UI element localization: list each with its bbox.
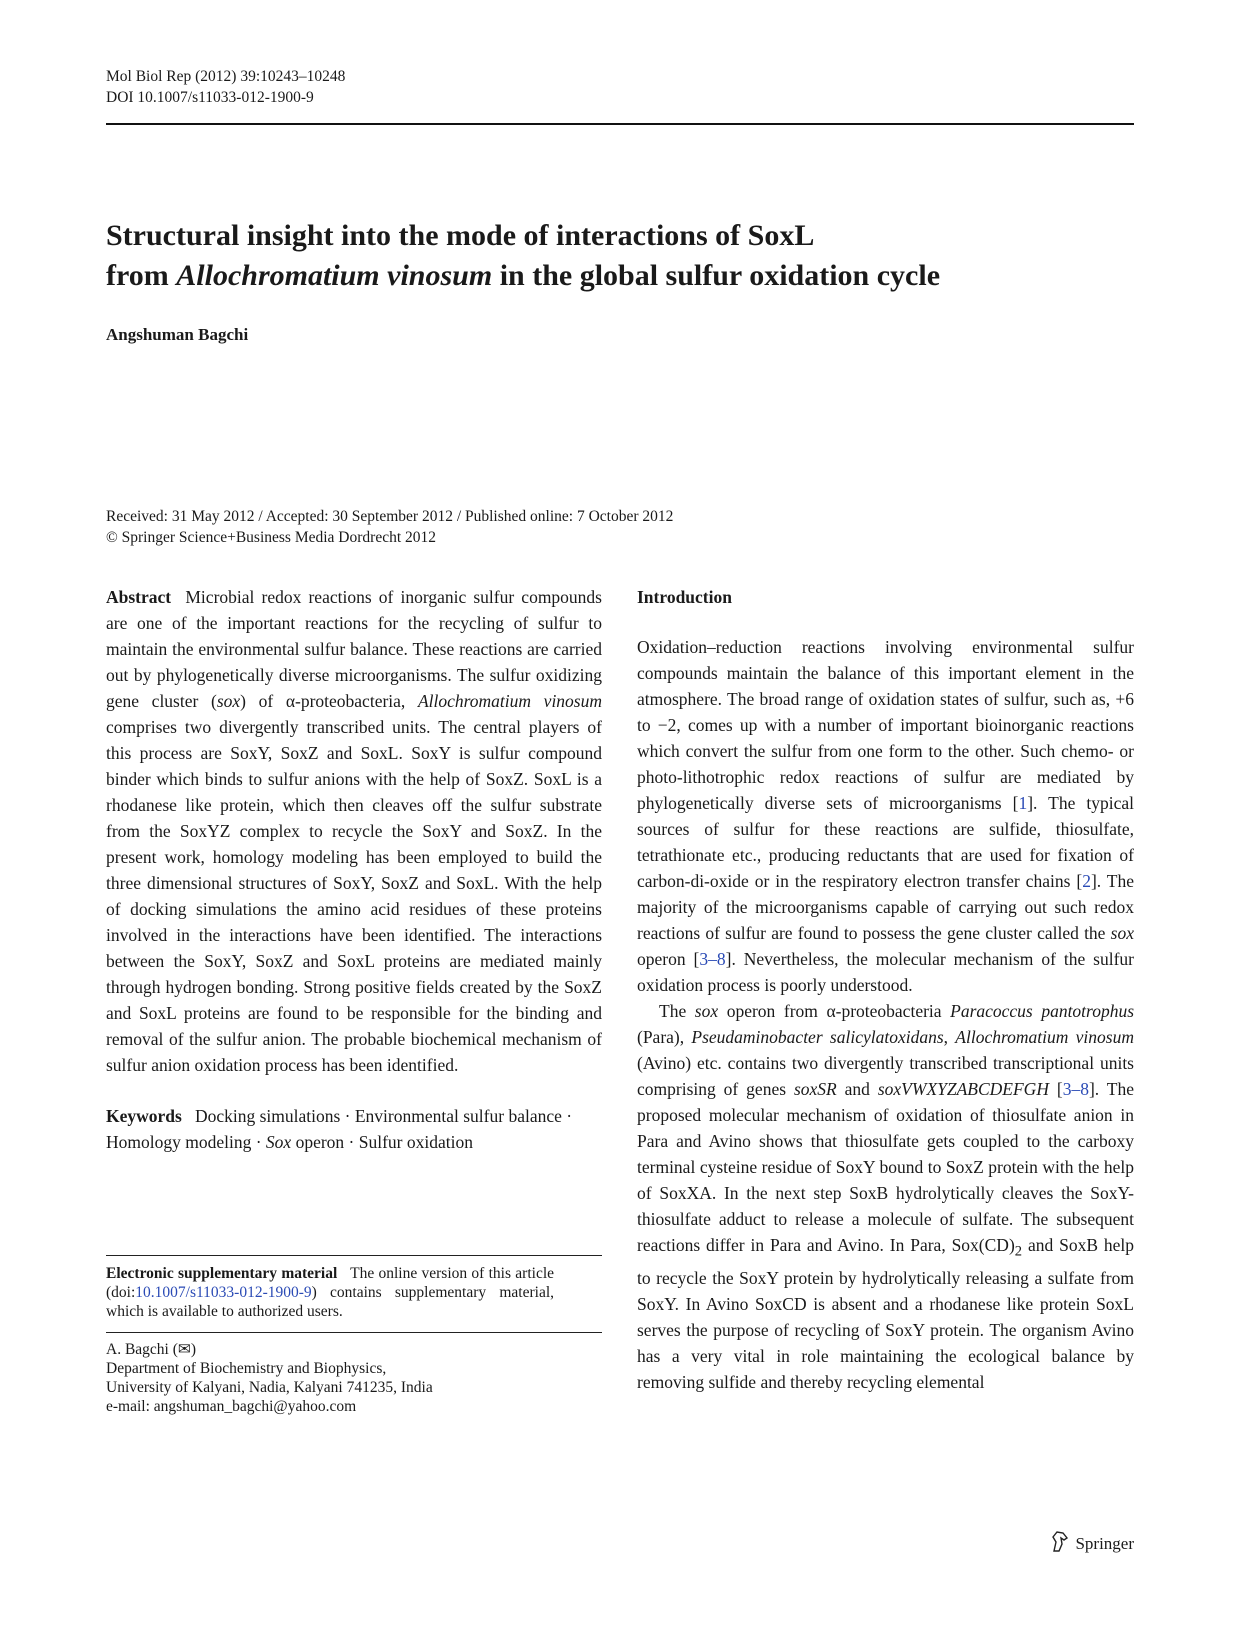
footnote-rule-1 <box>106 1255 602 1256</box>
ref-link-1[interactable]: 1 <box>1018 793 1028 813</box>
author-name: Angshuman Bagchi <box>106 325 249 344</box>
springer-label: Springer <box>1075 1533 1134 1553</box>
footnote-rule-2 <box>106 1332 602 1333</box>
ref-link-3-8-second[interactable]: 3–8 <box>1062 1079 1089 1099</box>
intro-paragraph-1: Oxidation–reduction reactions involving environmental sulfur compounds maintain the balance of this important element in the atmosphere. The broad range of oxidation states of sulfur, such as, +6 to −2, comes up with a number of important bioinorganic reactions which convert the sulfur from one form to the other. Such chemo- or photo-lithotrophic redox reactions of sulfur are mediated by phylogenetically diverse sets of microorganisms [1]. The typical sources of sulfur for these reactions are sulfide, thiosulfate, tetrathionate etc., producing reductants that are used for fixation of carbon-di-oxide or in the respiratory electron transfer chains [2]. The majority of the microorganisms capable of carrying out such redox reactions of sulfur are found to possess the gene cluster called the sox operon [3–8]. Nevertheless, the molecular mechanism of the sulfur oxidation process is poorly understood. <box>637 637 1134 995</box>
article-dates <box>106 506 673 548</box>
title-species: Allochromatium vinosum <box>176 259 493 292</box>
publisher-footer <box>1051 1530 1134 1557</box>
header-rule <box>106 123 1134 125</box>
ref-link-3-8[interactable]: 3–8 <box>699 949 726 969</box>
email: e-mail: angshuman_bagchi@yahoo.com <box>106 1398 357 1415</box>
supplementary-doi-link[interactable]: 10.1007/s11033-012-1900-9 <box>135 1284 312 1301</box>
springer-horse-icon <box>1051 1530 1069 1557</box>
ref-link-2[interactable]: 2 <box>1082 871 1091 891</box>
envelope-icon: ✉ <box>177 1341 191 1358</box>
left-column <box>106 584 602 1155</box>
journal-citation: Mol Biol Rep (2012) 39:10243–10248 <box>106 68 346 85</box>
history-dates: Received: 31 May 2012 / Accepted: 30 September 2012 / Published online: 7 October 2012 <box>106 508 674 525</box>
university: University of Kalyani, Nadia, Kalyani 741235, India <box>106 1379 433 1396</box>
journal-header <box>106 66 345 108</box>
keywords: Keywords Docking simulations · Environmental sulfur balance · Homology modeling · Sox operon · Sulfur oxidation <box>106 1106 573 1152</box>
intro-paragraph-2: The sox operon from α-proteobacteria Paracoccus pantotrophus (Para), Pseudaminobacter salicylatoxidans, Allochromatium vinosum (Avino) etc. contains two divergently transcribed transcriptional units comprising of genes soxSR and soxVWXYZABCDEFGH [3–8]. The proposed molecular mechanism of oxidation of thiosulfate anion in Para and Avino shows that thiosulfate gets coupled to the carboxy terminal cysteine residue of SoxY bound to SoxZ protein with the help of SoxXA. In the next step SoxB hydrolytically cleaves the SoxY-thiosulfate adduct to release a molecule of sulfate. The subsequent reactions differ in Para and Avino. In Para, $Sox(CD)_2$ and SoxB help to recycle the SoxY protein by hydrolytically releasing a sulfate from SoxY. In Avino SoxCD is absent and a rhodanese like protein SoxL serves the purpose of recycling of SoxY protein. The organism Avino has a very vital in role maintaining the ecological balance by removing sulfide and thereby recycling elemental <box>637 1001 1135 1392</box>
department: Department of Biochemistry and Biophysics, <box>106 1360 387 1377</box>
corresponding-author: A. Bagchi (✉) <box>106 1341 197 1358</box>
article-title <box>106 216 940 296</box>
affiliation <box>106 1340 602 1416</box>
supplementary-note: Electronic supplementary material The online version of this article (doi:10.1007/s11033-012-1900-9) contains supplementary material, which is available to authorized users. <box>106 1265 555 1320</box>
title-line-1: Structural insight into the mode of interactions of SoxL <box>106 219 815 252</box>
keywords-label: Keywords <box>106 1106 182 1126</box>
right-column <box>637 584 1134 1395</box>
introduction-heading: Introduction <box>637 587 732 607</box>
journal-doi: DOI 10.1007/s11033-012-1900-9 <box>106 89 314 106</box>
abstract-label: Abstract <box>106 587 172 607</box>
title-line-2: from Allochromatium vinosum in the global sulfur oxidation cycle <box>106 259 941 292</box>
copyright: © Springer Science+Business Media Dordrecht 2012 <box>106 529 437 546</box>
abstract: Abstract Microbial redox reactions of inorganic sulfur compounds are one of the important reactions for the recycling of sulfur to maintain the environmental sulfur balance. These reactions are carried out by phylogenetically diverse microorganisms. The sulfur oxidizing gene cluster (sox) of α-proteobacteria, Allochromatium vinosum comprises two divergently transcribed units. The central players of this process are SoxY, SoxZ and SoxL. SoxY is sulfur compound binder which binds to sulfur anions with the help of SoxZ. SoxL is a rhodanese like protein, which then cleaves off the sulfur substrate from the SoxYZ complex to recycle the SoxY and SoxZ. In the present work, homology modeling has been employed to build the three dimensional structures of SoxY, SoxZ and SoxL. With the help of docking simulations the amino acid residues of these proteins involved in the interactions have been identified. The interactions between the SoxY, SoxZ and SoxL proteins are mediated mainly through hydrogen bonding. Strong positive fields created by the SoxZ and SoxL proteins are found to be responsible for the binding and removal of the sulfur anion. The probable biochemical mechanism of sulfur anion oxidation process has been identified. <box>106 587 603 1075</box>
